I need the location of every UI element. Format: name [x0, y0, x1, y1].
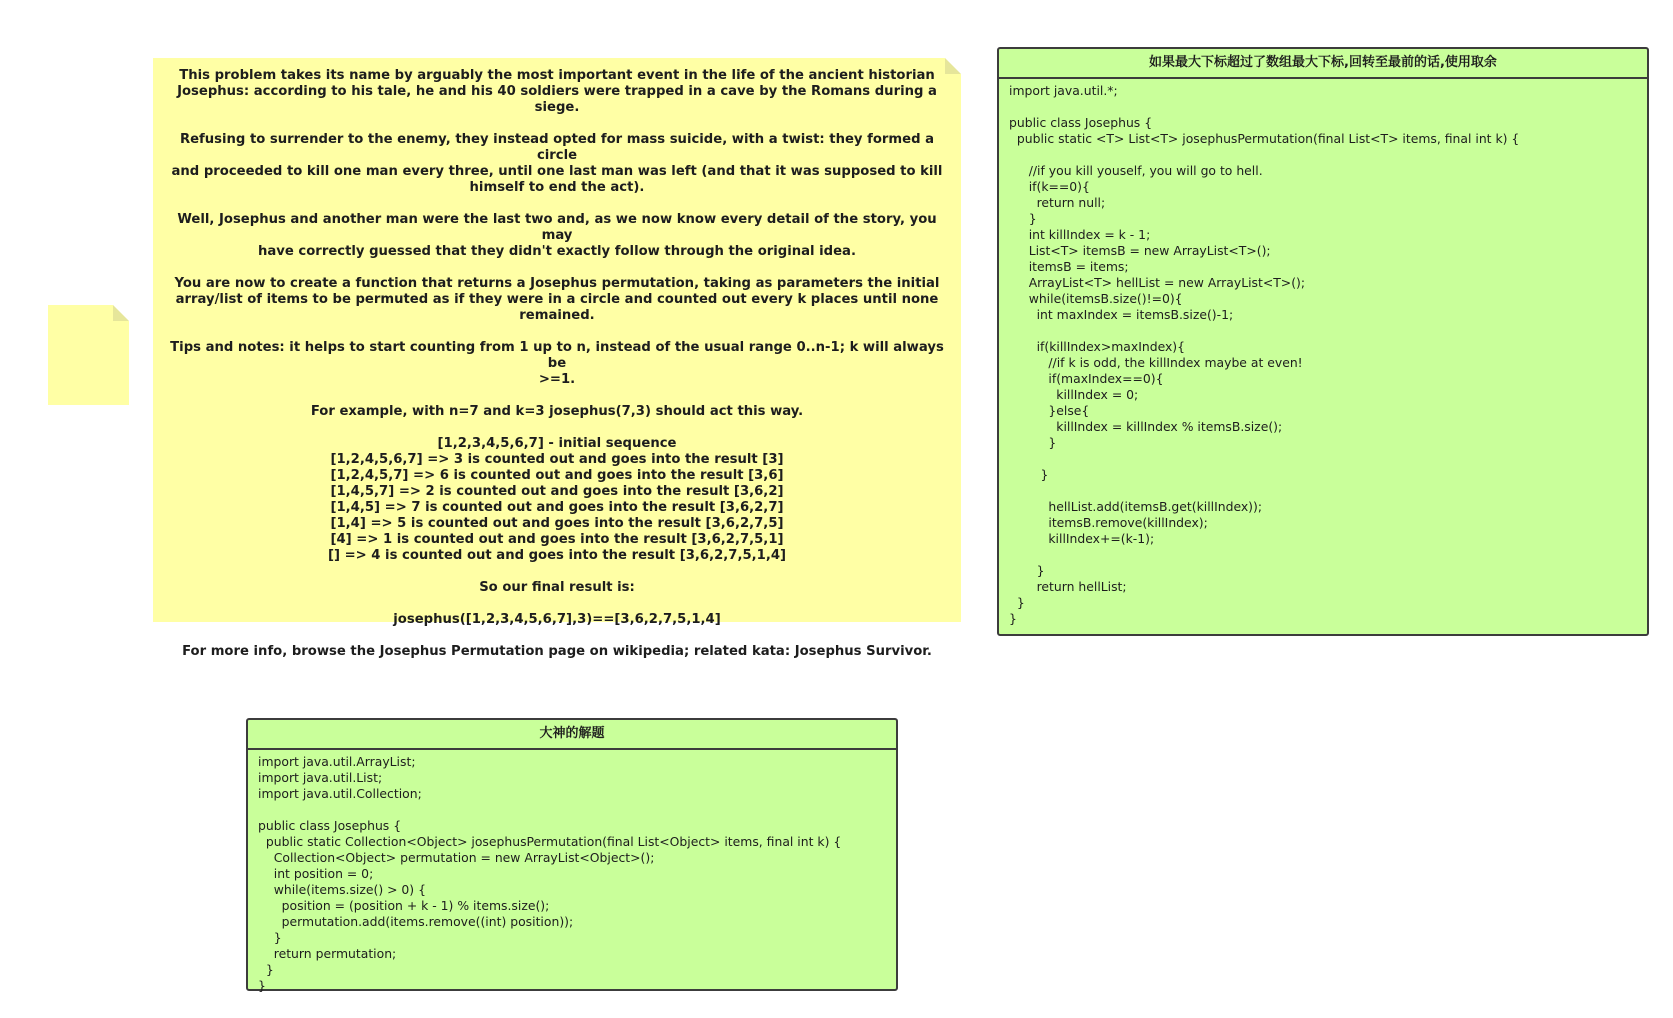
final-result-label: So our final result is: [479, 580, 635, 595]
expert-solution-code: import java.util.ArrayList; import java.util.List; import java.util.Collection; public class Josephus { public static Collection<Object> josephusPermutation(final List<Object> items, final int k) { Collection<Object> permutation = new ArrayList<Object>(); int position = 0; while(items.size() > 0) { position = (position + k - 1) % items.size(); permutation.add(items.remove((int) position)); } return permutation; } } [258, 754, 842, 993]
note-paragraph: You are now to create a function that returns a Josephus permutation, taking as parameters the initial array/list of items to be permuted as if they were in a circle and counted out every k places until none remained. [174, 276, 940, 323]
example-sequence: [1,2,3,4,5,6,7] - initial sequence [1,2,4,5,6,7] => 3 is counted out and goes into the result [3] [1,2,4,5,7] => 6 is counted out and goes into the result [3,6] [1,4,5,7] => 2 is counted out and goes into the result [3,6,2] [1,4,5] => 7 is counted out and goes into the result [3,6,2,7] [1,4] => 5 is counted out and goes into the result [3,6,2,7,5] [4] => 1 is counted out and goes into the result [3,6,2,7,5,1] [] => 4 is counted out and goes into the result [3,6,2,7,5,1,4] [327, 436, 787, 563]
expert-solution-box[interactable] [246, 718, 898, 991]
note-fold-corner [945, 58, 961, 74]
note-paragraph: This problem takes its name by arguably the most important event in the life of the ancient historian Josephus: according to his tale, he and his 40 soldiers were trapped in a cave by the Romans during a siege. [177, 68, 937, 115]
my-solution-title: 如果最大下标超过了数组最大下标,回转至最前的话,使用取余 [999, 49, 1647, 79]
more-info: For more info, browse the Josephus Permutation page on wikipedia; related kata: Josephus Survivor. [182, 644, 932, 659]
note-paragraph: Refusing to surrender to the enemy, they instead opted for mass suicide, with a twist: they formed a circle and proceeded to kill one man every three, until one last man was left (and that it was supposed to kill himself to end the act). [171, 132, 943, 195]
problem-description-note[interactable] [153, 58, 961, 659]
final-result: josephus([1,2,3,4,5,6,7],3)==[3,6,2,7,5,1,4] [393, 612, 721, 627]
note-paragraph: Tips and notes: it helps to start counting from 1 up to n, instead of the usual range 0..n-1; k will always be >=1. [170, 340, 944, 387]
note-paragraph: Well, Josephus and another man were the last two and, as we now know every detail of the story, you may have correctly guessed that they didn't exactly follow through the original idea. [177, 212, 937, 259]
note-paragraph: For example, with n=7 and k=3 josephus(7,3) should act this way. [310, 404, 804, 419]
my-solution-box[interactable] [997, 47, 1649, 636]
small-sticky-note[interactable] [48, 305, 129, 405]
note-fold-corner [113, 305, 129, 321]
expert-solution-title: 大神的解题 [248, 720, 896, 750]
my-solution-code: import java.util.*; public class Josephus { public static <T> List<T> josephusPermutation(final List<T> items, final int k) { //if you kill youself, you will go to hell. if(k==0){ return null; } int killIndex = k - 1; List<T> itemsB = new ArrayList<T>(); itemsB = items; ArrayList<T> hellList = new ArrayList<T>(); while(itemsB.size()!=0){ int maxIndex = itemsB.size()-1; if(killIndex>maxIndex){ //if k is odd, the killIndex maybe at even! if(maxIndex==0){ killIndex = 0; }else{ killIndex = killIndex % itemsB.size(); } } hellList.add(itemsB.get(killIndex)); itemsB.remove(killIndex); killIndex+=(k-1); } return hellList; } } [1009, 83, 1520, 626]
